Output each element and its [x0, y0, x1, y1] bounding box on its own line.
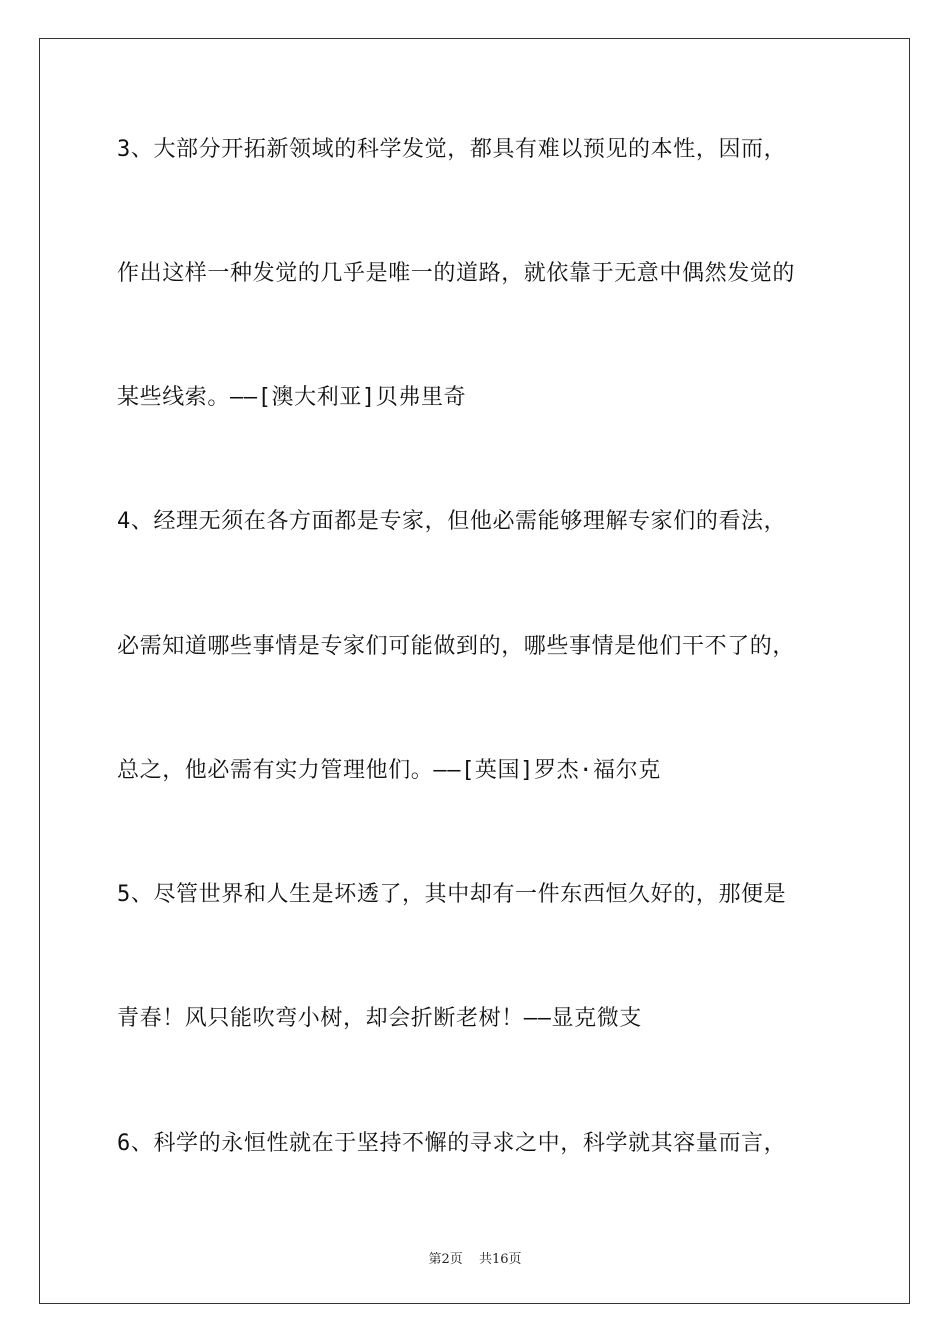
paragraph-line-1: 3、大部分开拓新领域的科学发觉，都具有难以预见的本性，因而， [117, 137, 787, 162]
page-number: 第2页 [428, 1252, 463, 1267]
page-border [39, 38, 910, 1304]
paragraph-line-5: 必需知道哪些事情是专家们可能做到的，哪些事情是他们干不了的， [117, 634, 796, 659]
paragraph-line-7: 5、尽管世界和人生是坏透了，其中却有一件东西恒久好的，那便是 [117, 882, 787, 907]
paragraph-line-2: 作出这样一种发觉的几乎是唯一的道路，就依靠于无意中偶然发觉的 [117, 261, 796, 286]
paragraph-line-3: 某些线索。——[澳大利亚]贝弗里奇 [117, 385, 467, 410]
page-total: 共16页 [478, 1252, 522, 1267]
paragraph-line-9: 6、科学的永恒性就在于坚持不懈的寻求之中，科学就其容量而言， [117, 1131, 787, 1156]
page-footer [0, 1248, 950, 1267]
paragraph-line-8: 青春！风只能吹弯小树，却会折断老树！——显克微支 [117, 1006, 642, 1031]
paragraph-line-6: 总之，他必需有实力管理他们。——[英国]罗杰·福尔克 [117, 758, 661, 783]
paragraph-line-4: 4、经理无须在各方面都是专家，但他必需能够理解专家们的看法， [117, 509, 787, 534]
